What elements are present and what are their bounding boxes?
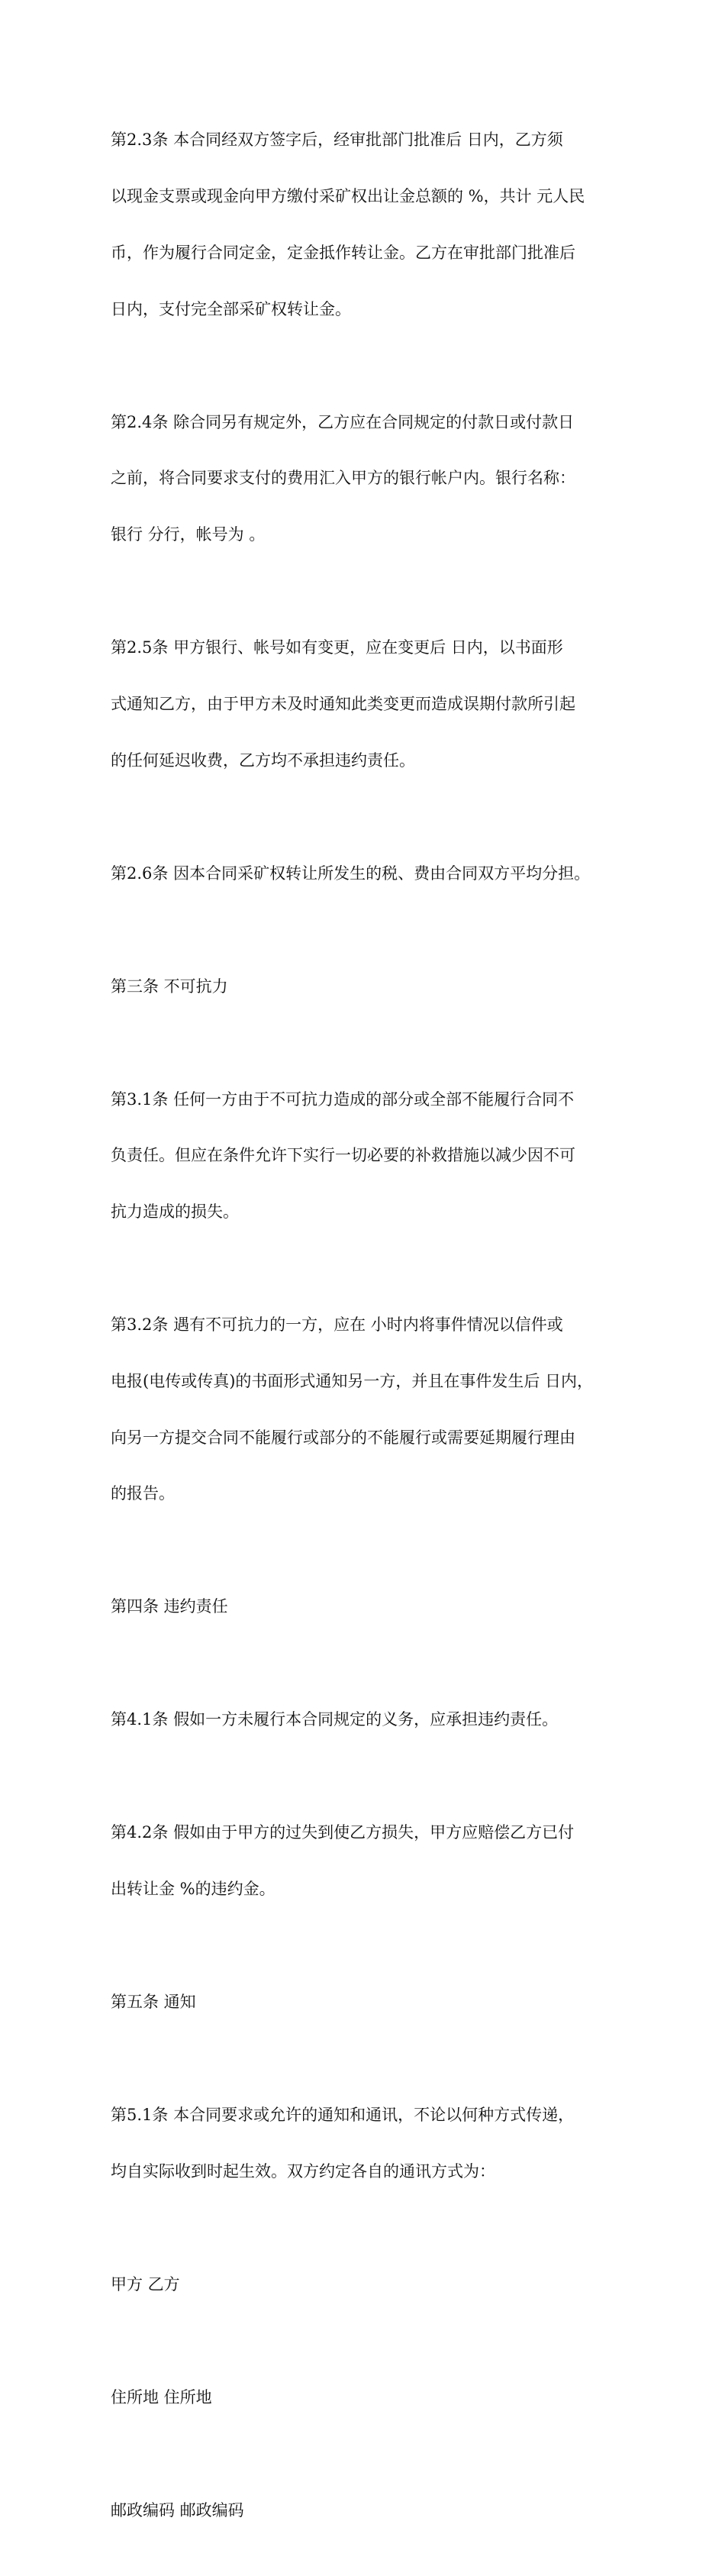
text-line: 均自实际收到时起生效。双方约定各自的通讯方式为： <box>111 2161 495 2181</box>
party-labels <box>111 2238 622 2332</box>
clause-4-1 <box>111 1673 622 1767</box>
text-line: 电报(电传或传真)的书面形式通知另一方，并且在事件发生后 日内， <box>111 1371 594 1390</box>
section-heading-4 <box>111 1560 622 1654</box>
clause-4-2 <box>111 1786 622 1936</box>
section-heading-5 <box>111 1955 622 2049</box>
section-heading: 第三条 不可抗力 <box>111 976 228 996</box>
clause-3-2 <box>111 1278 622 1541</box>
text-line: 第3.2条 遇有不可抗力的一方，应在 小时内将事件情况以信件或 <box>111 1315 563 1335</box>
text-line: 银行 分行，帐号为 。 <box>111 525 266 544</box>
text-line: 邮政编码 邮政编码 <box>111 2500 244 2520</box>
text-line: 第3.1条 任何一方由于不可抗力造成的部分或全部不能履行合同不 <box>111 1089 575 1109</box>
text-line: 第4.2条 假如由于甲方的过失到使乙方损失，甲方应赔偿乙方已付 <box>111 1823 575 1842</box>
document-page <box>111 93 622 2576</box>
text-line: 出转让金 %的违约金。 <box>111 1880 276 1899</box>
section-heading: 第五条 通知 <box>111 1993 196 2012</box>
clause-2-5 <box>111 601 622 808</box>
clause-3-1 <box>111 1052 622 1259</box>
text-line: 甲方 乙方 <box>111 2274 180 2294</box>
postal-code-labels <box>111 2464 622 2558</box>
text-line: 第4.1条 假如一方未履行本合同规定的义务，应承担违约责任。 <box>111 1710 559 1729</box>
text-line: 日内，支付完全部采矿权转让金。 <box>111 299 351 318</box>
clause-2-4 <box>111 375 622 582</box>
text-line: 第5.1条 本合同要求或允许的通知和通讯，不论以何种方式传递， <box>111 2106 575 2124</box>
clause-5-1 <box>111 2068 622 2219</box>
text-line: 第2.3条 本合同经双方签字后，经审批部门批准后 日内，乙方须 <box>111 131 563 150</box>
text-line: 的任何延迟收费，乙方均不承担违约责任。 <box>111 751 415 770</box>
section-heading: 第四条 违约责任 <box>111 1597 228 1616</box>
text-line: 第2.4条 除合同另有规定外，乙方应在合同规定的付款日或付款日 <box>111 412 575 431</box>
clause-2-6 <box>111 826 622 920</box>
text-line: 第2.5条 甲方银行、帐号如有变更，应在变更后 日内，以书面形 <box>111 638 563 657</box>
text-line: 第2.6条 因本合同采矿权转让所发生的税、费由合同双方平均分担。 <box>111 864 591 883</box>
section-heading-3 <box>111 939 622 1033</box>
text-line: 式通知乙方，由于甲方未及时通知此类变更而造成误期付款所引起 <box>111 694 575 713</box>
address-labels <box>111 2351 622 2445</box>
text-line: 向另一方提交合同不能履行或部分的不能履行或需要延期履行理由 <box>111 1428 575 1447</box>
text-line: 币，作为履行合同定金，定金抵作转让金。乙方在审批部门批准后 <box>111 243 575 262</box>
text-line: 负责任。但应在条件允许下实行一切必要的补救措施以减少因不可 <box>111 1146 575 1165</box>
text-line: 之前，将合同要求支付的费用汇入甲方的银行帐户内。银行名称： <box>111 469 575 488</box>
text-line: 住所地 住所地 <box>111 2387 212 2407</box>
text-line: 的报告。 <box>111 1484 175 1503</box>
text-line: 以现金支票或现金向甲方缴付采矿权出让金总额的 %，共计 元人民 <box>111 186 585 205</box>
text-line: 抗力造成的损失。 <box>111 1202 239 1222</box>
clause-2-3 <box>111 93 622 356</box>
